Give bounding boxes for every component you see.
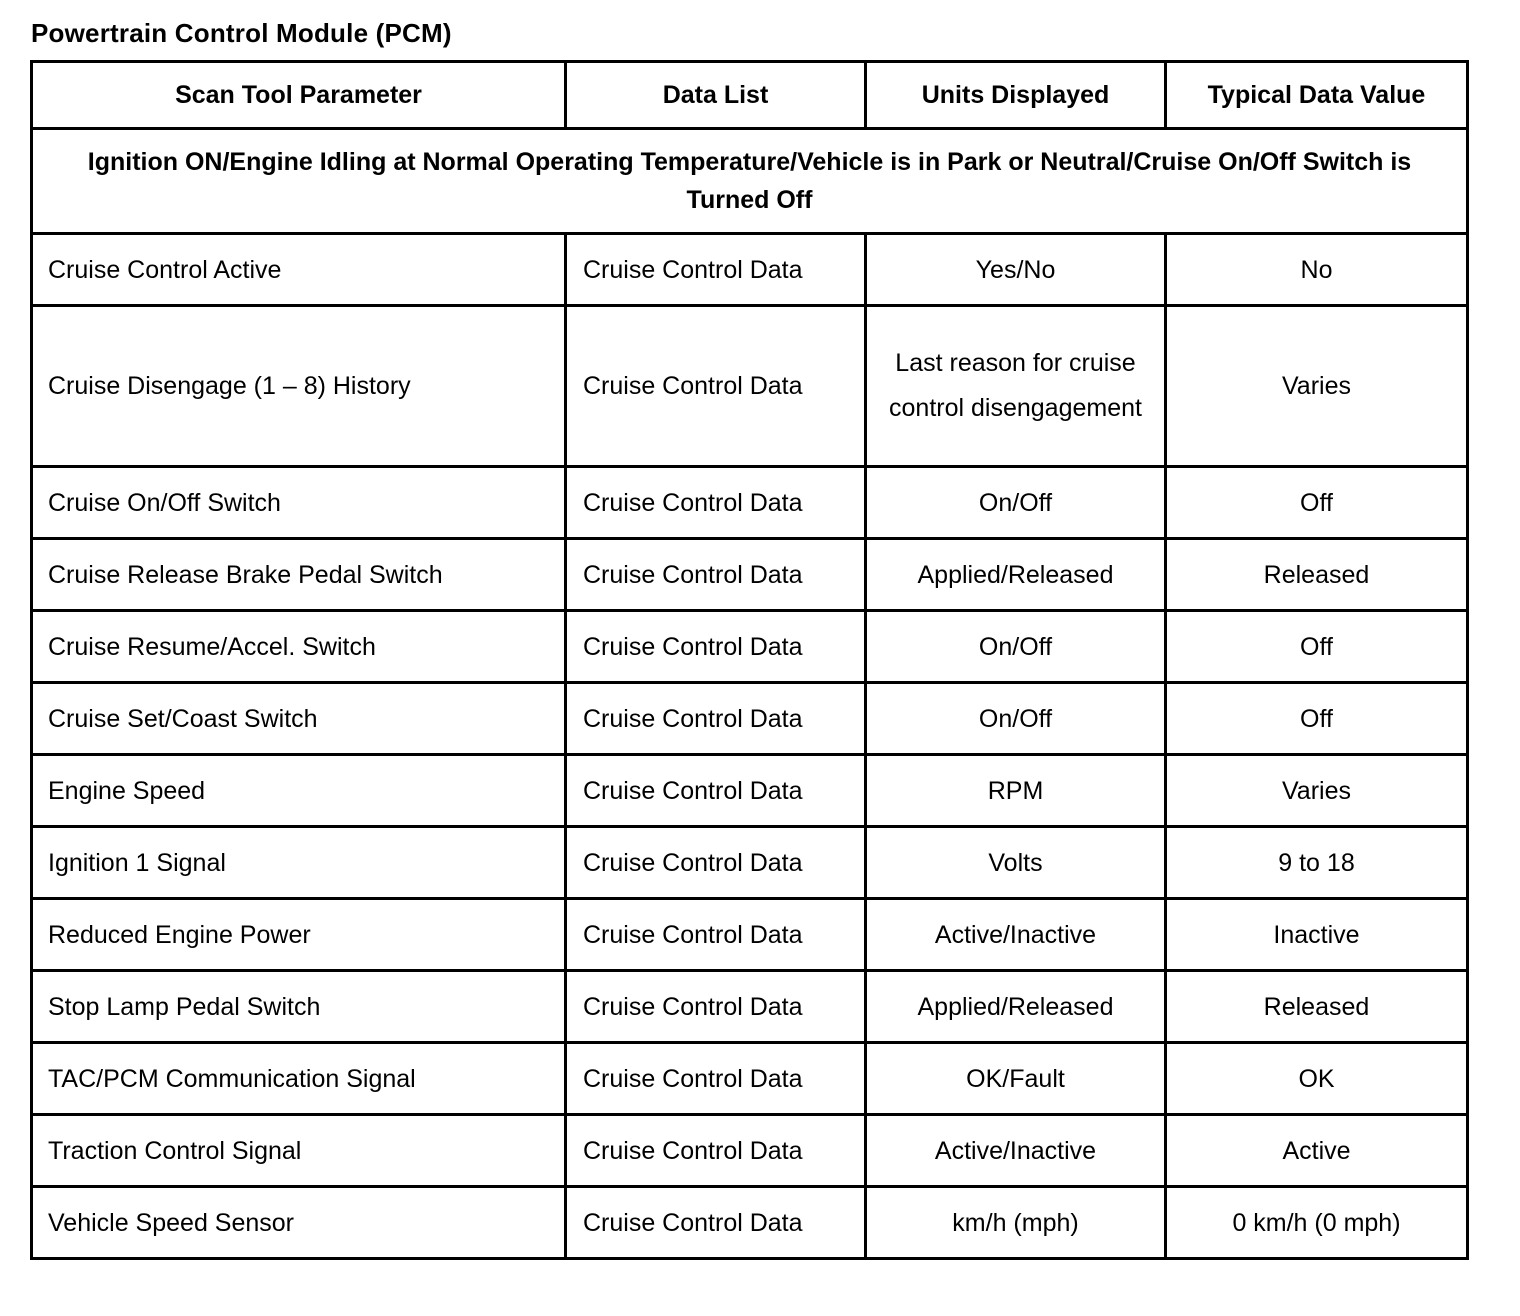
table-row [32, 1043, 1468, 1115]
data-list-cell: Cruise Control Data [566, 234, 866, 306]
table-row [32, 306, 1468, 467]
units-cell: Active/Inactive [866, 899, 1166, 971]
typical-value-cell: Released [1166, 539, 1468, 611]
typical-value-cell: No [1166, 234, 1468, 306]
units-cell: OK/Fault [866, 1043, 1166, 1115]
table-row [32, 1187, 1468, 1259]
parameter-cell: Cruise Disengage (1 – 8) History [32, 306, 566, 467]
parameter-cell: Cruise Control Active [32, 234, 566, 306]
data-list-cell: Cruise Control Data [566, 755, 866, 827]
parameter-cell: Cruise Resume/Accel. Switch [32, 611, 566, 683]
units-cell: Last reason for cruise control disengagement [866, 306, 1166, 467]
data-list-cell: Cruise Control Data [566, 971, 866, 1043]
data-list-cell: Cruise Control Data [566, 827, 866, 899]
units-cell: km/h (mph) [866, 1187, 1166, 1259]
typical-value-cell: 9 to 18 [1166, 827, 1468, 899]
typical-value-cell: Varies [1166, 755, 1468, 827]
typical-value-cell: Inactive [1166, 899, 1468, 971]
table-row [32, 971, 1468, 1043]
typical-value-cell: Off [1166, 611, 1468, 683]
parameter-cell: TAC/PCM Communication Signal [32, 1043, 566, 1115]
units-cell: Applied/Released [866, 971, 1166, 1043]
data-table [30, 60, 1469, 1260]
column-header-parameter: Scan Tool Parameter [32, 62, 566, 129]
parameter-cell: Reduced Engine Power [32, 899, 566, 971]
parameter-cell: Cruise On/Off Switch [32, 467, 566, 539]
parameter-cell: Traction Control Signal [32, 1115, 566, 1187]
parameter-cell: Cruise Set/Coast Switch [32, 683, 566, 755]
parameter-cell: Engine Speed [32, 755, 566, 827]
units-cell: On/Off [866, 611, 1166, 683]
column-header-typical-value: Typical Data Value [1166, 62, 1468, 129]
data-list-cell: Cruise Control Data [566, 683, 866, 755]
typical-value-cell: Active [1166, 1115, 1468, 1187]
column-header-data-list: Data List [566, 62, 866, 129]
data-list-cell: Cruise Control Data [566, 1115, 866, 1187]
units-cell: On/Off [866, 467, 1166, 539]
table-row [32, 539, 1468, 611]
data-list-cell: Cruise Control Data [566, 1187, 866, 1259]
parameter-cell: Stop Lamp Pedal Switch [32, 971, 566, 1043]
parameter-cell: Vehicle Speed Sensor [32, 1187, 566, 1259]
typical-value-cell: OK [1166, 1043, 1468, 1115]
units-cell: Volts [866, 827, 1166, 899]
typical-value-cell: Off [1166, 467, 1468, 539]
units-cell: Yes/No [866, 234, 1166, 306]
data-list-cell: Cruise Control Data [566, 899, 866, 971]
parameter-cell: Ignition 1 Signal [32, 827, 566, 899]
table-row [32, 467, 1468, 539]
typical-value-cell: 0 km/h (0 mph) [1166, 1187, 1468, 1259]
header-row [32, 62, 1468, 129]
table-row [32, 827, 1468, 899]
units-cell: On/Off [866, 683, 1166, 755]
data-list-cell: Cruise Control Data [566, 1043, 866, 1115]
table-row [32, 683, 1468, 755]
table-row [32, 1115, 1468, 1187]
data-list-cell: Cruise Control Data [566, 306, 866, 467]
units-cell: Active/Inactive [866, 1115, 1166, 1187]
condition-text: Ignition ON/Engine Idling at Normal Operating Temperature/Vehicle is in Park or Neutral/Cruise On/Off Switch is Turned Off [32, 129, 1468, 234]
units-cell: Applied/Released [866, 539, 1166, 611]
table-row [32, 755, 1468, 827]
condition-row [32, 129, 1468, 234]
data-list-cell: Cruise Control Data [566, 539, 866, 611]
table-row [32, 234, 1468, 306]
page-title: Powertrain Control Module (PCM) [31, 18, 452, 48]
data-list-cell: Cruise Control Data [566, 467, 866, 539]
typical-value-cell: Off [1166, 683, 1468, 755]
table-row [32, 899, 1468, 971]
typical-value-cell: Released [1166, 971, 1468, 1043]
table-row [32, 611, 1468, 683]
units-cell: RPM [866, 755, 1166, 827]
typical-value-cell: Varies [1166, 306, 1468, 467]
parameter-cell: Cruise Release Brake Pedal Switch [32, 539, 566, 611]
column-header-units: Units Displayed [866, 62, 1166, 129]
data-list-cell: Cruise Control Data [566, 611, 866, 683]
